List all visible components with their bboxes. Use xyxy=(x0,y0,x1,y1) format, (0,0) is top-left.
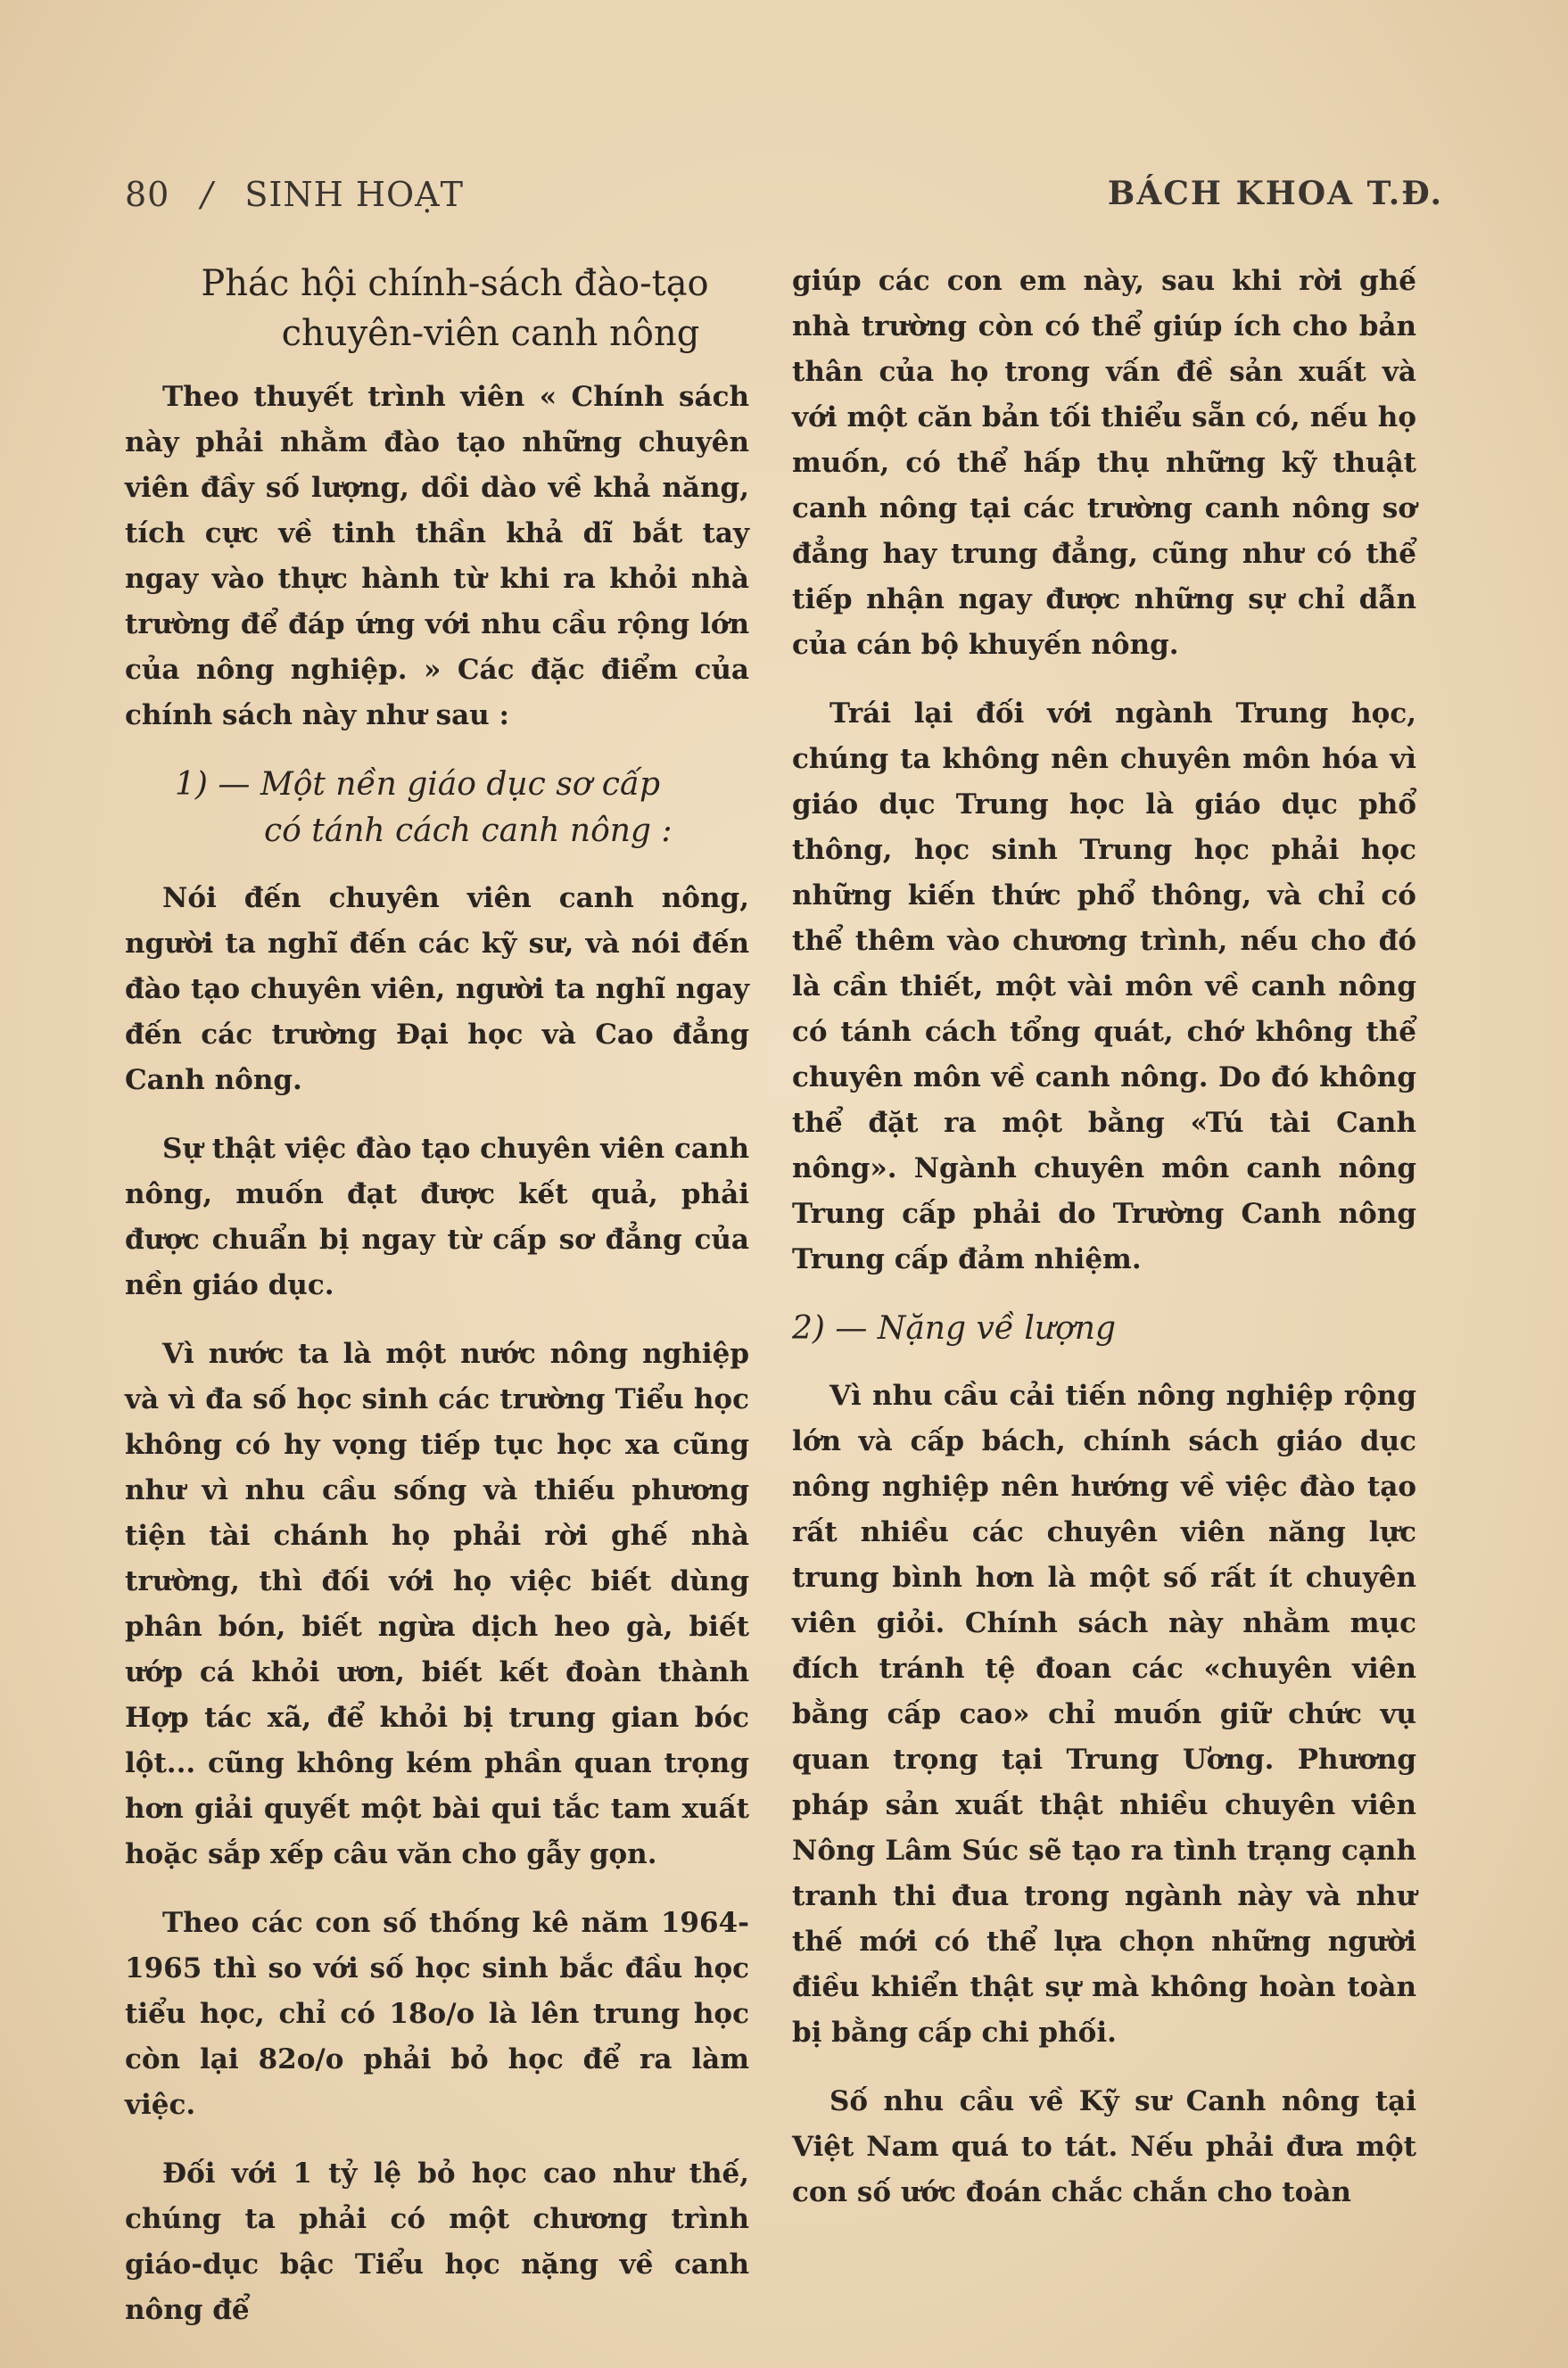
magazine-name: BÁCH KHOA T.Đ. xyxy=(1107,175,1443,212)
subheading-1-line2: có tánh cách canh nông : xyxy=(264,813,673,849)
article-title-line1: Phác hội chính-sách đào-tạo xyxy=(201,263,709,304)
paragraph: Vì nước ta là một nước nông nghiệp và vì đa số học sinh các trường Tiểu học không có hy vọng tiếp tục học xa cũng như vì nhu cầu sống và thiếu phương tiện tài chánh họ phải rời ghế nhà trường, thì đối với họ việc biết dùng phân bón, biết ngừa dịch heo gà, biết ướp cá khỏi ươn, biết kết đoàn thành Hợp tác xã, để khỏi bị trung gian bóc lột... cũng không kém phần quan trọng hơn giải quyết một bài qui tắc tam xuất hoặc sắp xếp câu văn cho gẫy gọn. xyxy=(125,1338,749,1870)
left-column xyxy=(125,259,749,2356)
article-title-line2: chuyên-viên canh nông xyxy=(281,313,700,354)
page-number: 80 xyxy=(125,175,170,214)
paragraph: Nói đến chuyên viên canh nông, người ta nghĩ đến các kỹ sư, và nói đến đào tạo chuyên viên, người ta nghĩ ngay đến các trường Đại học và Cao đẳng Canh nông. xyxy=(125,882,749,1096)
section-name: SINH HOẠT xyxy=(244,175,464,214)
header-separator: / xyxy=(201,175,214,214)
paragraph: Theo các con số thống kê năm 1964-1965 thì so với số học sinh bắc đầu học tiểu học, chỉ có 18o/o là lên trung học còn lại 82o/o phải bỏ học để ra làm việc. xyxy=(125,1907,749,2121)
subheading-1-line1: 1) — Một nền giáo dục sơ cấp xyxy=(175,766,661,803)
running-header xyxy=(125,175,1443,228)
paragraph: Vì nhu cầu cải tiến nông nghiệp rộng lớn và cấp bách, chính sách giáo dục nông nghiệp nên hướng về việc đào tạo rất nhiều các chuyên viên năng lực trung bình hơn là một số rất ít chuyên viên giỏi. Chính sách này nhằm mục đích tránh tệ đoan các «chuyên viên bằng cấp cao» chỉ muốn giữ chức vụ quan trọng tại Trung Ương. Phương pháp sản xuất thật nhiều chuyên viên Nông Lâm Súc sẽ tạo ra tình trạng cạnh tranh thi đua trong ngành này và như thế mới có thể lựa chọn những người điều khiển thật sự mà không hoàn toàn bị bằng cấp chi phối. xyxy=(792,1380,1416,2049)
paragraph: Theo thuyết trình viên « Chính sách này phải nhằm đào tạo những chuyên viên đầy số lượng, dồi dào về khả năng, tích cực về tinh thần khả dĩ bắt tay ngay vào thực hành từ khi ra khỏi nhà trường để đáp ứng với nhu cầu rộng lớn của nông nghiệp. » Các đặc điểm của chính sách này như sau : xyxy=(125,381,749,731)
right-column xyxy=(792,259,1416,2239)
paragraph: Trái lại đối với ngành Trung học, chúng ta không nên chuyên môn hóa vì giáo dục Trung học là giáo dục phổ thông, học sinh Trung học phải học những kiến thức phổ thông, và chỉ có thể thêm vào chương trình, nếu cho đó là cần thiết, một vài môn về canh nông có tánh cách tổng quát, chớ không thể chuyên môn về canh nông. Do đó không thể đặt ra một bằng «Tú tài Canh nông». Ngành chuyên môn canh nông Trung cấp phải do Trường Canh nông Trung cấp đảm nhiệm. xyxy=(792,697,1416,1275)
article-title xyxy=(125,259,749,359)
paragraph: giúp các con em này, sau khi rời ghế nhà trường còn có thể giúp ích cho bản thân của họ trong vấn đề sản xuất và với một căn bản tối thiểu sẵn có, nếu họ muốn, có thể hấp thụ những kỹ thuật canh nông tại các trường canh nông sơ đẳng hay trung đẳng, cũng như có thể tiếp nhận ngay được những sự chỉ dẫn của cán bộ khuyến nông. xyxy=(792,265,1416,661)
subheading-1 xyxy=(125,762,749,854)
paragraph: Đối với 1 tỷ lệ bỏ học cao như thế, chúng ta phải có một chương trình giáo-dục bậc Tiểu học nặng về canh nông để xyxy=(125,2158,749,2326)
paragraph: Sự thật việc đào tạo chuyên viên canh nông, muốn đạt được kết quả, phải được chuẩn bị ngay từ cấp sơ đẳng của nền giáo dục. xyxy=(125,1133,749,1301)
header-left xyxy=(125,175,464,214)
paragraph: Số nhu cầu về Kỹ sư Canh nông tại Việt Nam quá to tát. Nếu phải đưa một con số ước đoán chắc chắn cho toàn xyxy=(792,2085,1416,2208)
subheading-2: 2) — Nặng về lượng xyxy=(792,1310,1117,1347)
